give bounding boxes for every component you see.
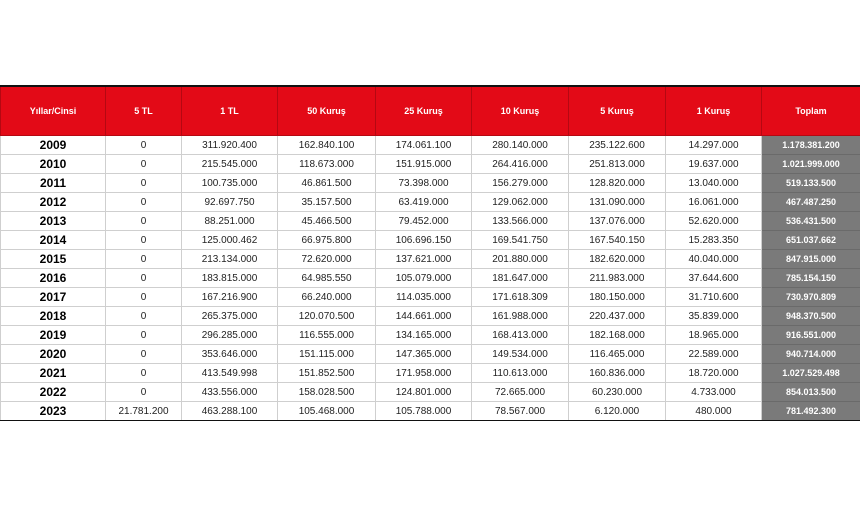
value-cell: 280.140.000 [472,136,569,155]
value-cell: 265.375.000 [182,307,278,326]
coin-production-table-wrapper [0,85,860,421]
value-cell: 0 [106,136,182,155]
table-row [1,288,860,307]
total-cell: 781.492.300 [762,402,860,421]
value-cell: 158.028.500 [278,383,376,402]
value-cell: 18.965.000 [666,326,762,345]
value-cell: 162.840.100 [278,136,376,155]
value-cell: 0 [106,155,182,174]
value-cell: 46.861.500 [278,174,376,193]
table-row [1,345,860,364]
value-cell: 0 [106,383,182,402]
value-cell: 106.696.150 [376,231,472,250]
table-row [1,307,860,326]
total-cell: 916.551.000 [762,326,860,345]
value-cell: 66.975.800 [278,231,376,250]
year-cell: 2014 [1,231,106,250]
value-cell: 144.661.000 [376,307,472,326]
value-cell: 413.549.998 [182,364,278,383]
value-cell: 0 [106,231,182,250]
value-cell: 183.815.000 [182,269,278,288]
value-cell: 235.122.600 [569,136,666,155]
value-cell: 105.468.000 [278,402,376,421]
value-cell: 19.637.000 [666,155,762,174]
table-row [1,402,860,421]
value-cell: 37.644.600 [666,269,762,288]
year-cell: 2021 [1,364,106,383]
table-body [1,136,860,421]
value-cell: 128.820.000 [569,174,666,193]
year-cell: 2012 [1,193,106,212]
value-cell: 64.985.550 [278,269,376,288]
value-cell: 134.165.000 [376,326,472,345]
value-cell: 215.545.000 [182,155,278,174]
value-cell: 0 [106,193,182,212]
column-header-10kurus: 10 Kuruş [472,86,569,136]
value-cell: 147.365.000 [376,345,472,364]
value-cell: 161.988.000 [472,307,569,326]
total-cell: 467.487.250 [762,193,860,212]
value-cell: 40.040.000 [666,250,762,269]
value-cell: 168.413.000 [472,326,569,345]
total-cell: 1.027.529.498 [762,364,860,383]
value-cell: 92.697.750 [182,193,278,212]
total-cell: 940.714.000 [762,345,860,364]
year-cell: 2016 [1,269,106,288]
value-cell: 35.839.000 [666,307,762,326]
year-cell: 2013 [1,212,106,231]
value-cell: 201.880.000 [472,250,569,269]
value-cell: 182.620.000 [569,250,666,269]
table-row [1,250,860,269]
total-cell: 854.013.500 [762,383,860,402]
value-cell: 171.618.309 [472,288,569,307]
value-cell: 463.288.100 [182,402,278,421]
value-cell: 137.621.000 [376,250,472,269]
value-cell: 151.915.000 [376,155,472,174]
value-cell: 182.168.000 [569,326,666,345]
column-header-year: Yıllar/Cinsi [1,86,106,136]
table-header-row [1,86,860,136]
total-cell: 651.037.662 [762,231,860,250]
table-row [1,231,860,250]
value-cell: 72.665.000 [472,383,569,402]
value-cell: 22.589.000 [666,345,762,364]
value-cell: 174.061.100 [376,136,472,155]
value-cell: 0 [106,326,182,345]
value-cell: 35.157.500 [278,193,376,212]
year-cell: 2015 [1,250,106,269]
year-cell: 2011 [1,174,106,193]
value-cell: 66.240.000 [278,288,376,307]
column-header-1kurus: 1 Kuruş [666,86,762,136]
value-cell: 88.251.000 [182,212,278,231]
value-cell: 0 [106,307,182,326]
value-cell: 63.419.000 [376,193,472,212]
value-cell: 181.647.000 [472,269,569,288]
value-cell: 116.555.000 [278,326,376,345]
value-cell: 480.000 [666,402,762,421]
column-header-5tl: 5 TL [106,86,182,136]
value-cell: 125.000.462 [182,231,278,250]
total-cell: 785.154.150 [762,269,860,288]
value-cell: 151.115.000 [278,345,376,364]
value-cell: 52.620.000 [666,212,762,231]
value-cell: 100.735.000 [182,174,278,193]
value-cell: 124.801.000 [376,383,472,402]
year-cell: 2018 [1,307,106,326]
value-cell: 21.781.200 [106,402,182,421]
column-header-1tl: 1 TL [182,86,278,136]
value-cell: 14.297.000 [666,136,762,155]
year-cell: 2019 [1,326,106,345]
value-cell: 296.285.000 [182,326,278,345]
value-cell: 151.852.500 [278,364,376,383]
value-cell: 31.710.600 [666,288,762,307]
total-cell: 948.370.500 [762,307,860,326]
value-cell: 60.230.000 [569,383,666,402]
total-cell: 1.178.381.200 [762,136,860,155]
table-row [1,136,860,155]
value-cell: 15.283.350 [666,231,762,250]
value-cell: 160.836.000 [569,364,666,383]
value-cell: 78.567.000 [472,402,569,421]
value-cell: 0 [106,345,182,364]
value-cell: 79.452.000 [376,212,472,231]
total-cell: 1.021.999.000 [762,155,860,174]
value-cell: 6.120.000 [569,402,666,421]
value-cell: 167.540.150 [569,231,666,250]
value-cell: 45.466.500 [278,212,376,231]
value-cell: 0 [106,212,182,231]
column-header-total: Toplam [762,86,860,136]
table-row [1,193,860,212]
table-row [1,364,860,383]
value-cell: 4.733.000 [666,383,762,402]
value-cell: 116.465.000 [569,345,666,364]
value-cell: 16.061.000 [666,193,762,212]
value-cell: 311.920.400 [182,136,278,155]
value-cell: 149.534.000 [472,345,569,364]
year-cell: 2023 [1,402,106,421]
column-header-5kurus: 5 Kuruş [569,86,666,136]
table-row [1,269,860,288]
value-cell: 133.566.000 [472,212,569,231]
table-row [1,155,860,174]
value-cell: 18.720.000 [666,364,762,383]
column-header-25kurus: 25 Kuruş [376,86,472,136]
value-cell: 433.556.000 [182,383,278,402]
total-cell: 536.431.500 [762,212,860,231]
total-cell: 519.133.500 [762,174,860,193]
value-cell: 0 [106,269,182,288]
value-cell: 118.673.000 [278,155,376,174]
year-cell: 2020 [1,345,106,364]
column-header-50kurus: 50 Kuruş [278,86,376,136]
year-cell: 2017 [1,288,106,307]
value-cell: 0 [106,250,182,269]
value-cell: 0 [106,174,182,193]
value-cell: 211.983.000 [569,269,666,288]
value-cell: 131.090.000 [569,193,666,212]
value-cell: 0 [106,364,182,383]
year-cell: 2022 [1,383,106,402]
value-cell: 13.040.000 [666,174,762,193]
total-cell: 847.915.000 [762,250,860,269]
value-cell: 114.035.000 [376,288,472,307]
value-cell: 169.541.750 [472,231,569,250]
value-cell: 180.150.000 [569,288,666,307]
value-cell: 353.646.000 [182,345,278,364]
value-cell: 156.279.000 [472,174,569,193]
value-cell: 171.958.000 [376,364,472,383]
value-cell: 137.076.000 [569,212,666,231]
value-cell: 105.079.000 [376,269,472,288]
value-cell: 72.620.000 [278,250,376,269]
value-cell: 264.416.000 [472,155,569,174]
table-row [1,326,860,345]
year-cell: 2010 [1,155,106,174]
value-cell: 251.813.000 [569,155,666,174]
table-row [1,212,860,231]
table-row [1,383,860,402]
value-cell: 220.437.000 [569,307,666,326]
value-cell: 129.062.000 [472,193,569,212]
year-cell: 2009 [1,136,106,155]
value-cell: 120.070.500 [278,307,376,326]
value-cell: 110.613.000 [472,364,569,383]
coin-production-table [0,85,860,421]
value-cell: 73.398.000 [376,174,472,193]
total-cell: 730.970.809 [762,288,860,307]
value-cell: 105.788.000 [376,402,472,421]
value-cell: 213.134.000 [182,250,278,269]
value-cell: 167.216.900 [182,288,278,307]
value-cell: 0 [106,288,182,307]
table-row [1,174,860,193]
